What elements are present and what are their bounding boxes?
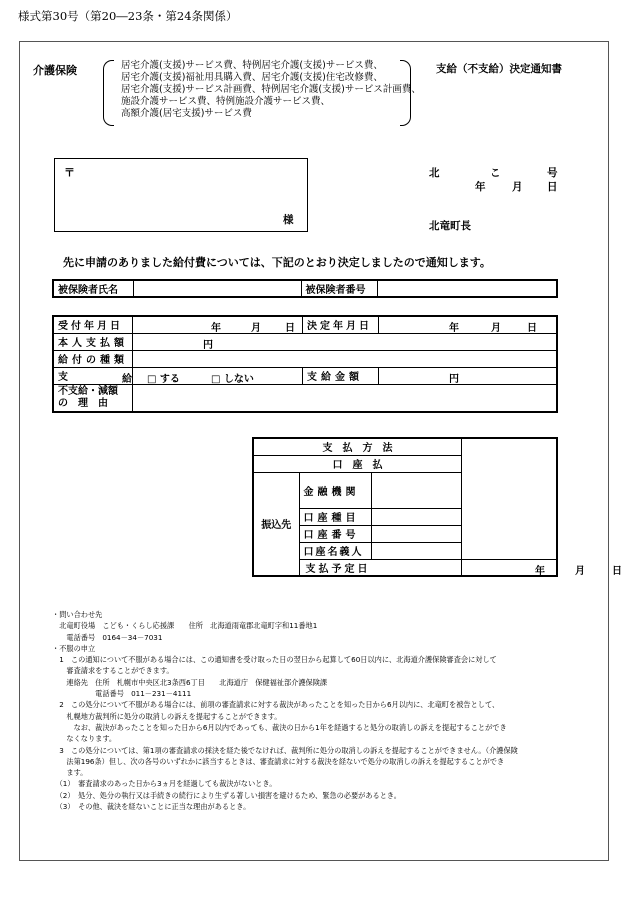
account-number-label: 口座番号 [299, 525, 371, 542]
benefit-type-label: 給付の種類 [53, 350, 133, 367]
issue-month: 月 [512, 181, 523, 193]
notes [52, 609, 604, 812]
insured-table [52, 279, 558, 298]
postal-mark: 〒 [64, 166, 75, 179]
payment-table [252, 437, 622, 577]
schedule-day: 日 [611, 565, 622, 577]
note-line: 北竜町役場 こども・くらし応援課 住所 北海道雨竜郡北竜町字和11番地1 [52, 621, 318, 631]
decision-table [52, 315, 558, 413]
payment-label-2: 給 [122, 373, 132, 385]
decided-year: 年 [449, 323, 459, 334]
schedule-field[interactable] [461, 559, 622, 577]
note-line: 電話番号 0164－34－7031 [52, 632, 163, 642]
paid-amount-label: 本人支払額 [53, 333, 133, 350]
issue-year: 年 [475, 181, 486, 193]
bank-label: 金融機関 [299, 472, 371, 508]
paid-yen: 円 [203, 339, 213, 351]
amount-field[interactable] [379, 367, 558, 384]
payment-label-1: 支 [58, 372, 68, 383]
option-no-checkbox[interactable]: □ しない [211, 373, 254, 385]
intro-text: 先に申請のありました給付費については、下記のとおり決定しましたので通知します。 [63, 256, 491, 269]
issuer-go: 号 [547, 167, 558, 179]
service-line: 居宅介護(支援)サービス費、特例居宅介護(支援)サービス費、 [121, 60, 383, 71]
amount-label: 支給金額 [303, 367, 379, 384]
service-line: 居宅介護(支援)福祉用具購入費、居宅介護(支援)住宅改修費、 [121, 72, 383, 83]
decided-date-field[interactable] [379, 316, 558, 333]
insured-name-label: 被保険者氏名 [53, 280, 133, 297]
note-line: ます。 [52, 768, 88, 778]
account-number-field[interactable] [371, 525, 461, 542]
reason-label-2: の 理 由 [58, 397, 108, 409]
received-day: 日 [285, 323, 295, 334]
decided-day: 日 [527, 323, 537, 334]
issuer-north: 北 [429, 167, 440, 179]
account-type-field[interactable] [371, 508, 461, 525]
transfer-header: 口 座 払 [253, 455, 461, 472]
reason-label-1: 不支給・減額 [58, 385, 118, 397]
note-line: 連絡先 住所 札幌市中央区北3条西6丁目 北海道庁 保健福祉部介護保険課 [52, 677, 328, 687]
note-line: なお、裁決があったことを知った日から6月以内であっても、裁決の日から1年を経過すると処分の取消しの訴えを提起することができ [52, 722, 507, 732]
note-line: （1） 審査請求のあった日から3ヵ月を経過しても裁決がないとき。 [52, 779, 277, 789]
benefit-type-field[interactable] [133, 350, 558, 367]
issuer-ko: こ [490, 167, 501, 179]
payment-label [53, 367, 133, 384]
amount-yen: 円 [449, 373, 459, 385]
service-line: 居宅介護(支援)サービス計画費、特例居宅介護(支援)サービス計画費、 [121, 84, 421, 95]
note-line: ・不服の申立 [52, 643, 96, 653]
note-line: （2） 処分、処分の執行又は手続きの続行により生ずる著しい損害を避けるため、緊急の必要があるとき。 [52, 790, 401, 800]
bank-transfer-label: 振込先 [253, 472, 299, 576]
note-line: なくなります。 [52, 734, 117, 744]
schedule-year: 年 [534, 565, 545, 577]
issuer-mayor: 北竜町長 [429, 220, 471, 232]
reason-field[interactable] [133, 384, 558, 412]
honorific: 様 [283, 214, 294, 226]
note-line: ・問い合わせ先 [52, 610, 103, 619]
received-month: 月 [251, 323, 261, 334]
payment-method-header: 支 払 方 法 [253, 438, 461, 455]
reason-label [53, 384, 133, 412]
account-name-field[interactable] [371, 542, 461, 559]
paid-amount-field[interactable] [133, 333, 558, 350]
bank-field[interactable] [371, 472, 461, 508]
address-box [54, 158, 308, 232]
option-yes-checkbox[interactable]: □ する [147, 373, 180, 385]
document-title: 支給（不支給）決定通知書 [436, 63, 562, 75]
service-list [121, 60, 421, 120]
note-line: 2 この処分について不服がある場合には、前項の審査請求に対する裁決があったことを知った日から6月以内に、北竜町を被告として、 [52, 700, 500, 710]
decided-month: 月 [491, 323, 501, 334]
insured-number-field[interactable] [377, 280, 557, 297]
note-line: 1 この通知について不服がある場合には、この通知書を受け取った日の翌日から起算して60日以内に、北海道介護保険審査会に対して [52, 655, 497, 665]
left-bracket [103, 60, 114, 126]
note-line: 審査請求をすることができます。 [52, 666, 174, 676]
note-line: 札幌地方裁判所に処分の取消しの訴えを提起することができます。 [52, 711, 282, 721]
account-name-label: 口座名義人 [299, 542, 371, 559]
note-line: （3） その他、裁決を経ないことに正当な理由があるとき。 [52, 802, 251, 812]
service-line: 高額介護(居宅支援)サービス費 [121, 108, 252, 119]
decided-date-label: 決定年月日 [303, 316, 379, 333]
issue-day: 日 [547, 181, 558, 193]
received-date-field[interactable] [133, 316, 303, 333]
schedule-month: 月 [574, 565, 585, 577]
account-type-label: 口座種目 [299, 508, 371, 525]
service-line: 施設介護サービス費、特例施設介護サービス費、 [121, 96, 331, 107]
insured-number-label: 被保険者番号 [301, 280, 377, 297]
received-year: 年 [211, 323, 221, 334]
received-date-label: 受付年月日 [53, 316, 133, 333]
insurance-label: 介護保険 [33, 64, 77, 77]
note-line: 法第196条）但し、次の各号のいずれかに該当するときは、審査請求に対する裁決を経ないで処分の取消しの訴えを提起することができ [52, 756, 505, 766]
form-number: 様式第30号（第20―23条・第24条関係） [18, 9, 238, 23]
schedule-label: 支払予定日 [299, 559, 461, 576]
payment-options [133, 367, 303, 384]
insured-name-field[interactable] [133, 280, 301, 297]
note-line: 電話番号 011－231－4111 [52, 689, 192, 699]
note-line: 3 この処分については、第1項の審査請求の採決を経た後でなければ、裁判所に処分の取消しの訴えを提起することができません。（介護保険 [52, 745, 518, 755]
